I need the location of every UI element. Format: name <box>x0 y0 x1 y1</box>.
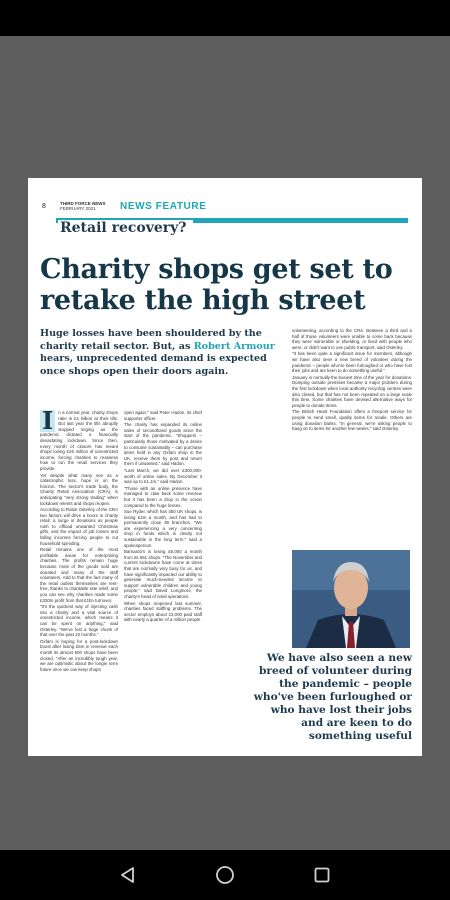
standfirst-text-end: hears, unprecedented demand is expected once shops open their doors again. <box>40 353 267 377</box>
paragraph: The charity has expanded its online sales of secondhand goods since the start of the pandemic. "Shoppers – particularly those motivated by a desire to consume sustainably – can purchase items held in any Oxfam shop in the UK, receive them by post and return them if unwanted," said Hadon. <box>124 422 202 467</box>
author-name: Robert Armour <box>193 340 275 352</box>
paragraph: The British Heart Foundation offers a freepost service for people to send small, quality items for resale. Others are using donation banks. "In general, we're asking people to hang on to items for another few weeks," said Osterley. <box>292 409 412 432</box>
document-viewer[interactable] <box>0 36 450 850</box>
kicker: Retail recovery? <box>58 220 193 236</box>
magazine-page <box>28 178 422 756</box>
paragraph: n a normal year, charity shops rake in £1 billion at their tills. But last year the tills abruptly stopped ringing as the pandemic dictated a financially devastating lockdown. Since then, every month of closure has meant shops losing £26 million of unrestricted income, forcing charities to reassess how to run the retail services they provide. <box>40 410 118 471</box>
portrait-illustration <box>292 550 410 648</box>
publication-name: THIRD FORCE NEWS <box>60 201 106 206</box>
paragraph: Sue Ryder, which has 450 UK shops, is losing £2m a month, and has had to permanently close 39 branches. "We are experiencing a very concerning drop in funds which is clearly not sustainable in the long term," said a spokesperson. <box>124 509 202 548</box>
section-label: NEWS FEATURE <box>120 200 207 212</box>
paragraph: "Last March, we did over £300,000-worth of online sales. By December it was up to £1.1m," said Hadon. <box>124 467 202 485</box>
paragraph: Retail remains one of the most profitable areas for enterprising charities. The profits remain huge because most of the goods sold are donated and many of the staff volunteers. Add to that the fact many of the retail outlets themselves are rent-free, thanks to charitable rate relief, and you can see why charities made some £330m profit from that £1bn turnover. <box>40 547 118 603</box>
back-button[interactable] <box>108 855 148 895</box>
recents-square-icon <box>313 866 331 884</box>
pull-quote: We have also seen a new breed of volunteer during the pandemic – people who've been furloughed or who have lost their jobs and are keen to do something useful <box>253 652 412 742</box>
paragraph: Yet despite what many see as a catastrophic loss, hope is on the horizon. The sector's trade body, the Charity Retail Association (CRA), is anticipating "very strong trading" when lockdown relents and shops reopen. <box>40 472 118 506</box>
recents-button[interactable] <box>302 855 342 895</box>
paragraph: volunteering, according to the CRA. Between a third and a half of those volunteers were unable to come back because they were vulnerable or shielding, or lived with people who were, or didn't want to use public transport, said Osterley. <box>292 328 412 350</box>
back-triangle-icon <box>119 866 137 884</box>
page-number: 8 <box>42 202 46 210</box>
issue-date: FEBRUARY 2021 <box>60 206 96 211</box>
standfirst-text: Huge losses have been shouldered by the charity retail sector. But, as <box>40 328 262 352</box>
home-circle-icon <box>215 865 235 885</box>
paragraph: Barnardo's is losing £6,000 a month from its 661 shops. "The November and current lockdowns have come at times that are normally very busy for us, and have significantly impacted our ability to generate much-needed income to support vulnerable children and young people," said David Longmore, the charity's head of retail operations. <box>124 549 202 599</box>
paragraph: Oxfam is hoping for a post-lockdown boost after losing £5m in revenue each month its almost 600 shops have been closed. "After an incredibly tough year, we are optimistic about the longer term future once we can keep shops <box>40 638 118 672</box>
body-column-1 <box>40 406 118 673</box>
publication-block <box>60 201 108 211</box>
home-button[interactable] <box>205 855 245 895</box>
page-header <box>42 198 412 214</box>
system-nav-bar <box>0 850 450 900</box>
portrait-photo <box>292 550 410 648</box>
paragraph: "Those with an online presence have managed to claw back some revenue but it has been a drop in the ocean compared to the huge losses. <box>124 485 202 508</box>
body-column-3 <box>292 328 412 433</box>
paragraph: "It has been quite a significant issue for members, although we have also seen a new breed of volunteer during the pandemic – people who've been furloughed or who have lost their jobs and are keen to do something useful." <box>292 351 412 374</box>
paragraph: According to Robin Osterley of the CRA two factors will drive a boom in charity retail: a surge in donations as people rush to offload unwanted Christmas gifts, and the impact of job losses and falling incomes forcing people to cut household spending. <box>40 507 118 546</box>
body-column-2 <box>124 410 202 624</box>
paragraph: January is normally the busiest time of the year for donations. Dumping outside premises became a major problem during the first lockdown when local authority recycling centres were also closed, but that has not been repeated on a large scale this time. Some charities have devised alternative ways for people to donate items. <box>292 374 412 408</box>
drop-cap: I <box>42 406 54 435</box>
paragraph: open again," said Peter Hadon, its chief supporter officer. <box>124 410 202 421</box>
status-bar <box>0 0 450 36</box>
standfirst <box>40 328 278 378</box>
paragraph: "It's the quickest way of injecting cash into a charity and a vital source of unrestricted income, which means it can be spent on anything," said Osterley. "We've lost a huge chunk of that over the past 10 months." <box>40 604 118 638</box>
paragraph: When shops reopened last summer, charities faced staffing problems. The sector employs about 23,000 paid staff with nearly a quarter of a million people <box>124 600 202 623</box>
headline: Charity shops get set to retake the high street <box>40 254 393 316</box>
